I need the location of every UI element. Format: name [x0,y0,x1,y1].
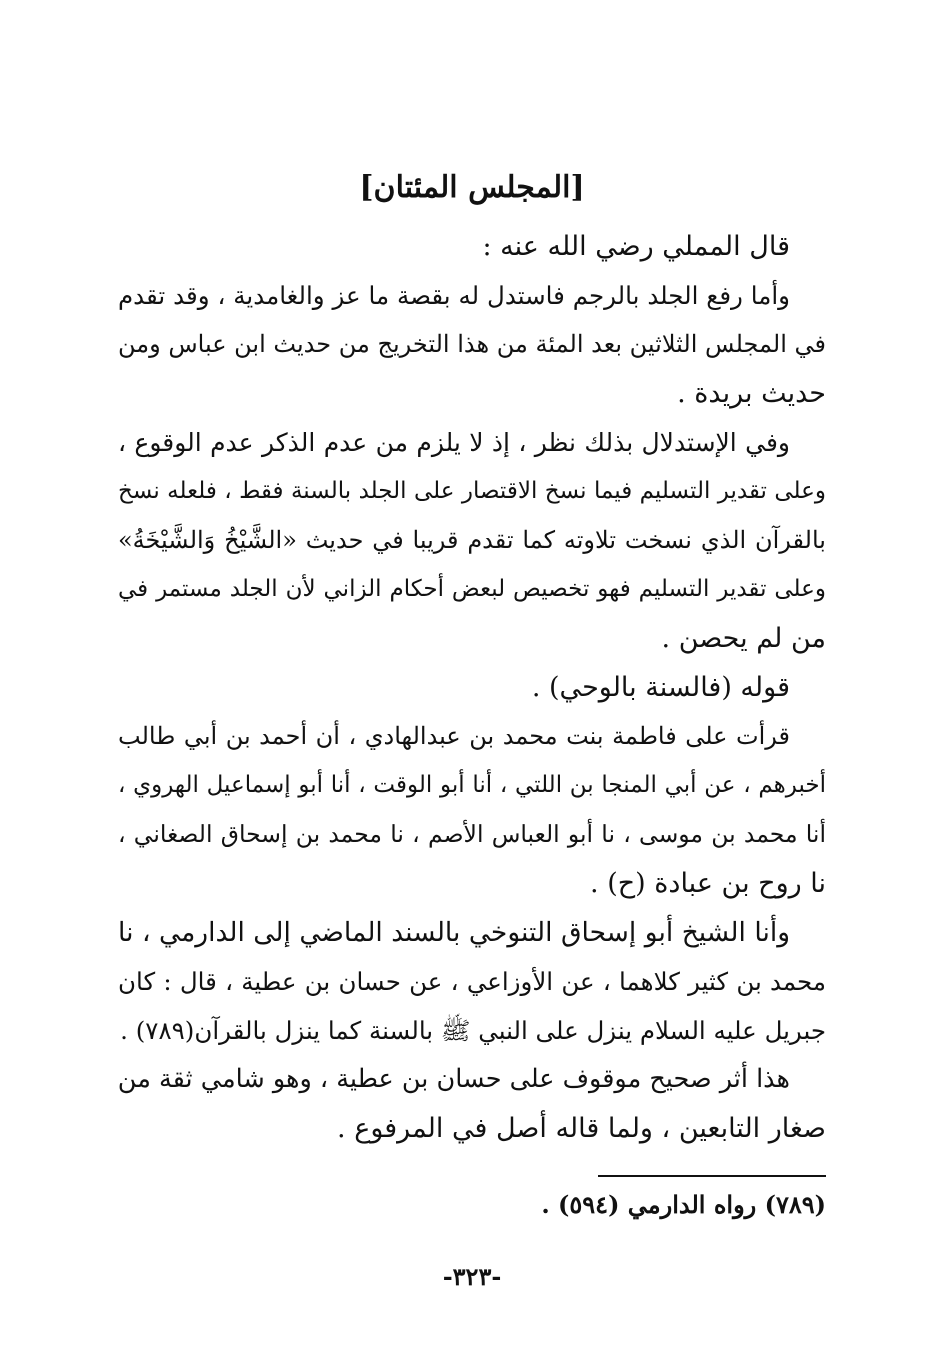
footnote: (٧٨٩) رواه الدارمي (٥٩٤) . [541,1190,826,1219]
text-line: جبريل عليه السلام ينزل على النبي ﷺ بالسنة كما ينزل بالقرآن(٧٨٩) . [120,1016,826,1045]
text-line: نا روح بن عبادة (ح) . [590,868,826,899]
text-line: قرأت على فاطمة بنت محمد بن عبدالهادي ، أن أحمد بن أبي طالب [118,722,790,750]
text-line: هذا أثر صحيح موقوف على حسان بن عطية ، وهو شامي ثقة من [117,1064,790,1094]
page-number: -٣٢٣- [442,1262,502,1291]
text-line: وفي الإستدلال بذلك نظر ، إذ لا يلزم من عدم الذكر عدم الوقوع ، [118,428,790,457]
text-line: محمد بن كثير كلاهما ، عن الأوزاعي ، عن حسان بن عطية ، قال : كان [118,967,826,996]
page-title: [المجلس المئتان] [359,170,585,205]
main-text [118,222,826,1153]
footnote-divider [598,1175,826,1177]
text-line: من لم يحصن . [661,623,826,654]
text-line: قوله (فالسنة بالوحي) . [531,672,790,703]
text-line: وعلى تقدير التسليم فيما نسخ الاقتصار على الجلد بالسنة فقط ، فلعله نسخ [118,478,826,504]
text-line: وأما رفع الجلد بالرجم فاستدل له بقصة ما عز والغامدية ، وقد تقدم [118,281,790,310]
text-line: في المجلس الثلاثين بعد المئة من هذا التخريج من حديث ابن عباس ومن [118,330,826,358]
text-line: أنا محمد بن موسى ، نا أبو العباس الأصم ، نا محمد بن إسحاق الصغاني ، [118,820,826,848]
text-line: حديث بريدة . [677,378,826,409]
text-line: وعلى تقدير التسليم فهو تخصيص لبعض أحكام الزاني لأن الجلد مستمر في [118,576,826,602]
text-line: وأنا الشيخ أبو إسحاق التنوخي بالسند الماضي إلى الدارمي ، نا [118,917,790,948]
text-line: أخبرهم ، عن أبي المنجا بن اللتي ، أنا أبو الوقت ، أنا أبو إسماعيل الهروي ، [118,772,826,798]
text-line: صغار التابعين ، ولما قاله أصل في المرفوع . [337,1113,826,1144]
text-line: قال المملي رضي الله عنه : [482,231,790,262]
text-line: بالقرآن الذي نسخت تلاوته كما تقدم قريبا في حديث «الشَّيْخُ وَالشَّيْخَةُ» [118,526,826,554]
